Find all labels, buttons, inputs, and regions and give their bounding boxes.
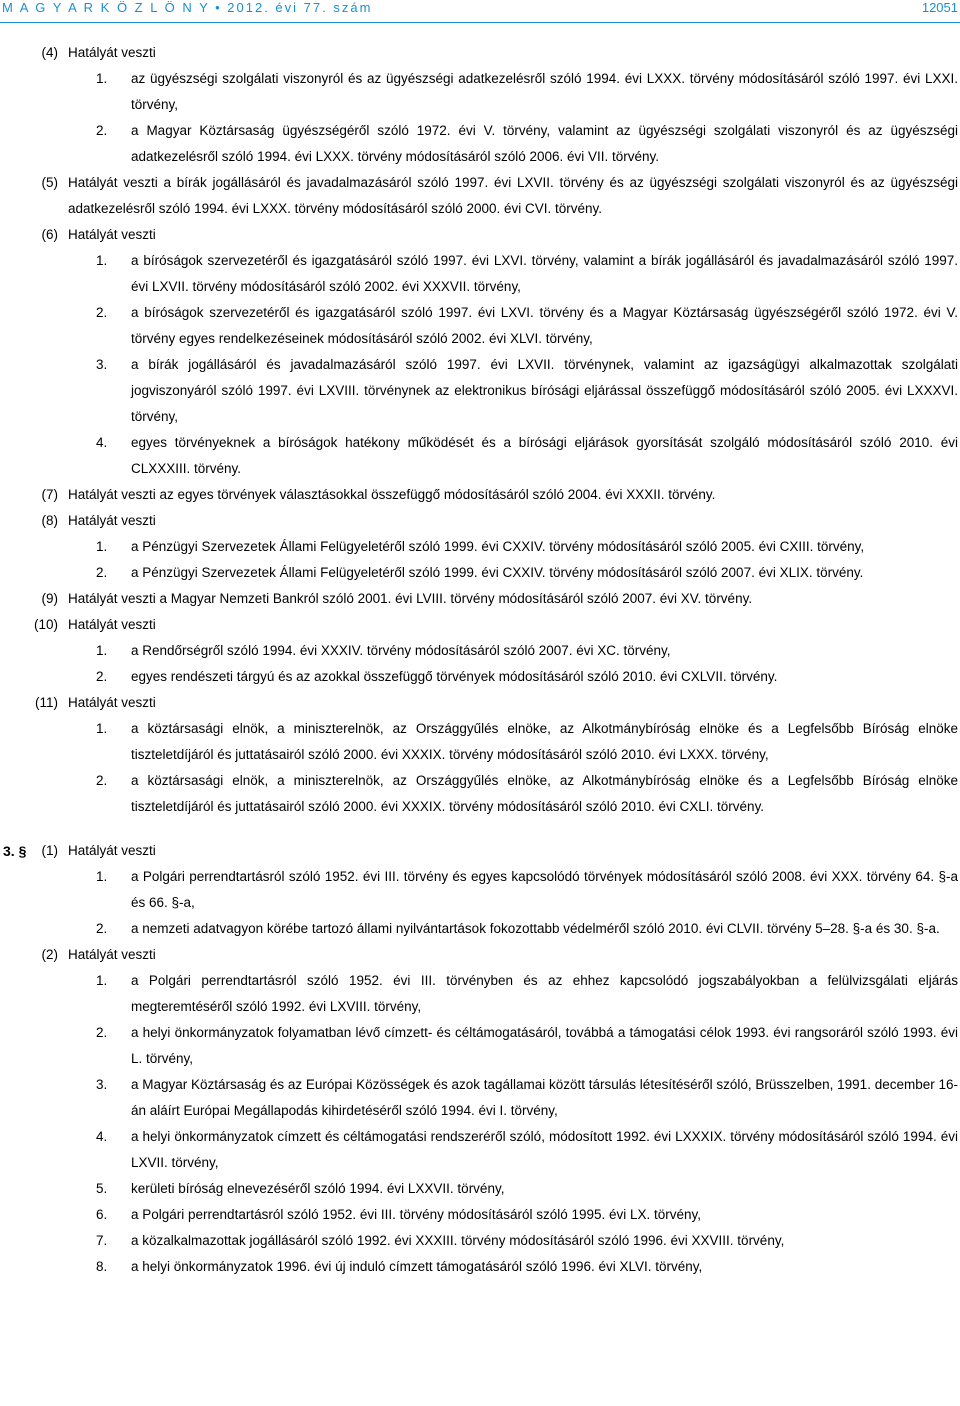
list-item-number: 4. xyxy=(96,435,108,450)
list-item xyxy=(0,864,960,916)
list-item-number: 1. xyxy=(96,253,108,268)
list-item-number: 8. xyxy=(96,1259,108,1274)
paragraph xyxy=(0,508,960,534)
paragraph xyxy=(0,170,960,222)
list-item xyxy=(0,430,960,482)
paragraph-number: (7) xyxy=(41,487,58,502)
paragraph-number: (2) xyxy=(41,947,58,962)
list-item-number: 5. xyxy=(96,1181,108,1196)
list-item-text: a Polgári perrendtartásról szóló 1952. évi III. törvényben és az ehhez kapcsolódó jogszabályokban a felülvizsgálati eljárás megteremtéséről szóló 1992. évi LXVIII. törvény, xyxy=(131,973,958,1014)
paragraph-text: Hatályát veszti xyxy=(68,227,156,242)
list-item xyxy=(0,534,960,560)
paragraph-number: (4) xyxy=(41,45,58,60)
list-item xyxy=(0,1202,960,1228)
paragraph-text: Hatályát veszti xyxy=(68,45,156,60)
paragraph-text: Hatályát veszti xyxy=(68,843,156,858)
section-number: 3. § xyxy=(3,843,27,859)
paragraph-number: (11) xyxy=(34,695,58,710)
paragraph xyxy=(0,586,960,612)
list-item-text: a Magyar Köztársaság és az Európai Közösségek és azok tagállamai között társulás létesítéséről szóló, Brüsszelben, 1991. december 16-án aláírt Európai Megállapodás kihirdetéséről szóló 1994. évi I. törvény, xyxy=(131,1077,958,1118)
paragraph xyxy=(0,222,960,248)
paragraph xyxy=(0,690,960,716)
list-item-number: 2. xyxy=(96,305,108,320)
list-item xyxy=(0,664,960,690)
paragraph-text: Hatályát veszti xyxy=(68,617,156,632)
paragraph xyxy=(0,482,960,508)
list-item-number: 2. xyxy=(96,1025,108,1040)
paragraph-number: (9) xyxy=(41,591,58,606)
list-item-text: a helyi önkormányzatok 1996. évi új induló címzett támogatásáról szóló 1996. évi XLVI. törvény, xyxy=(131,1259,703,1274)
list-item-number: 1. xyxy=(96,973,108,988)
list-item-number: 2. xyxy=(96,123,108,138)
list-item-text: a Pénzügyi Szervezetek Állami Felügyeletéről szóló 1999. évi CXXIV. törvény módosításáról szóló 2007. évi XLIX. törvény. xyxy=(131,565,864,580)
list-item-number: 3. xyxy=(96,357,108,372)
list-item xyxy=(0,118,960,170)
list-item-text: a köztársasági elnök, a miniszterelnök, az Országgyűlés elnöke, az Alkotmánybíróság elnöke és a Legfelsőbb Bíróság elnöke tiszteletdíjáról és juttatásairól szóló 2000. évi XXXIX. törvény módosításáról szóló 2010. évi CXLI. törvény. xyxy=(131,773,958,814)
paragraph-number: (6) xyxy=(41,227,58,242)
paragraph-number: (8) xyxy=(41,513,58,528)
list-item xyxy=(0,916,960,942)
list-item xyxy=(0,1020,960,1072)
paragraph-text: Hatályát veszti az egyes törvények választásokkal összefüggő módosításáról szóló 2004. évi XXXII. törvény. xyxy=(68,487,716,502)
list-item-number: 1. xyxy=(96,869,108,884)
list-item-text: a Polgári perrendtartásról szóló 1952. évi III. törvény módosításáról szóló 1995. évi LX. törvény, xyxy=(131,1207,702,1222)
page-header xyxy=(0,0,960,23)
list-item-number: 2. xyxy=(96,773,108,788)
list-item-text: a Polgári perrendtartásról szóló 1952. évi III. törvény és egyes kapcsolódó törvények módosításáról szóló 2008. évi XXX. törvény 64. §-a és 66. §-a, xyxy=(131,869,958,910)
list-item-number: 2. xyxy=(96,565,108,580)
list-item-text: a Rendőrségről szóló 1994. évi XXXIV. törvény módosításáról szóló 2007. évi XC. törvény, xyxy=(131,643,671,658)
journal-title: M A G Y A R K Ö Z L Ö N Y • 2012. évi 77. szám xyxy=(2,0,373,15)
list-item xyxy=(0,248,960,300)
paragraph xyxy=(0,612,960,638)
paragraph-text: Hatályát veszti xyxy=(68,947,156,962)
list-item xyxy=(0,1176,960,1202)
list-item xyxy=(0,66,960,118)
paragraph xyxy=(0,942,960,968)
list-item-text: a közalkalmazottak jogállásáról szóló 1992. évi XXXIII. törvény módosításáról szóló 1996. évi XXVIII. törvény, xyxy=(131,1233,785,1248)
paragraph-text: Hatályát veszti a bírák jogállásáról és javadalmazásáról szóló 1997. évi LXVII. törvény és az ügyészségi szolgálati viszonyról és az ügyészségi adatkezelésről szóló 1994. évi LXXX. törvény módosításáról szóló 2000. évi CVI. törvény. xyxy=(68,175,958,216)
list-item-text: a bírák jogállásáról és javadalmazásáról szóló 1997. évi LXVII. törvénynek, valamint az igazságügyi alkalmazottak szolgálati jogviszonyáról szóló 1997. évi LXVIII. törvénynek az elektronikus bírósági eljárással összefüggő módosításáról szóló 2005. évi LXXXVI. törvény, xyxy=(131,357,958,424)
list-item-text: a köztársasági elnök, a miniszterelnök, az Országgyűlés elnöke, az Alkotmánybíróság elnöke és a Legfelsőbb Bíróság elnöke tiszteletdíjáról és juttatásairól szóló 2000. évi XXXIX. törvény módosításáról szóló 2010. évi LXXX. törvény, xyxy=(131,721,958,762)
list-item-text: a Magyar Köztársaság ügyészségéről szóló 1972. évi V. törvény, valamint az ügyészségi szolgálati viszonyról és az ügyészségi adatkezelésről szóló 1994. évi LXXX. törvény módosításáról szóló 2006. évi VII. törvény. xyxy=(131,123,958,164)
list-item-number: 1. xyxy=(96,71,108,86)
list-item-number: 1. xyxy=(96,721,108,736)
list-item xyxy=(0,1228,960,1254)
list-item-text: a nemzeti adatvagyon körébe tartozó állami nyilvántartások fokozottabb védelméről szóló 2010. évi CLVII. törvény 5–28. §-a és 30. §-a. xyxy=(131,921,940,936)
paragraph-text: Hatályát veszti a Magyar Nemzeti Bankról szóló 2001. évi LVIII. törvény módosításáról szóló 2007. évi XV. törvény. xyxy=(68,591,753,606)
list-item-text: a helyi önkormányzatok címzett és céltámogatási rendszeréről szóló, módosított 1992. évi LXXXIX. törvény módosításáról szóló 1994. évi LXVII. törvény, xyxy=(131,1129,958,1170)
list-item-number: 7. xyxy=(96,1233,108,1248)
list-item-text: a bíróságok szervezetéről és igazgatásáról szóló 1997. évi LXVI. törvény és a Magyar Köztársaság ügyészségéről szóló 1972. évi V. törvény egyes rendelkezéseinek módosításáról szóló 2002. évi XLVI. törvény, xyxy=(131,305,958,346)
paragraph-number: (1) xyxy=(41,843,58,858)
paragraph xyxy=(0,838,960,864)
list-item xyxy=(0,968,960,1020)
list-item-text: egyes törvényeknek a bíróságok hatékony működését és a bírósági eljárások gyorsítását szolgáló módosításáról szóló 2010. évi CLXXXIII. törvény. xyxy=(131,435,958,476)
list-item xyxy=(0,638,960,664)
list-item-text: egyes rendészeti tárgyú és az azokkal összefüggő törvények módosításáról szóló 2010. évi CXLVII. törvény. xyxy=(131,669,778,684)
list-item-number: 2. xyxy=(96,669,108,684)
list-item xyxy=(0,300,960,352)
paragraph xyxy=(0,40,960,66)
list-item xyxy=(0,560,960,586)
list-item xyxy=(0,1124,960,1176)
list-item-text: a bíróságok szervezetéről és igazgatásáról szóló 1997. évi LXVI. törvény, valamint a bírák jogállásáról és javadalmazásáról szóló 1997. évi LXVII. törvény módosításáról szóló 2002. évi XXXVII. törvény, xyxy=(131,253,958,294)
list-item-text: a helyi önkormányzatok folyamatban lévő címzett- és céltámogatásáról, továbbá a támogatási célok 1993. évi rangsoráról szóló 1993. évi L. törvény, xyxy=(131,1025,958,1066)
list-item-text: a Pénzügyi Szervezetek Állami Felügyeletéről szóló 1999. évi CXXIV. törvény módosításáról szóló 2005. évi CXIII. törvény, xyxy=(131,539,865,554)
list-item-number: 4. xyxy=(96,1129,108,1144)
paragraph-number: (5) xyxy=(41,175,58,190)
paragraph-number: (10) xyxy=(33,617,58,632)
list-item xyxy=(0,1072,960,1124)
paragraph-text: Hatályát veszti xyxy=(68,513,156,528)
list-item-number: 1. xyxy=(96,539,108,554)
list-item xyxy=(0,1254,960,1280)
list-item-number: 3. xyxy=(96,1077,108,1092)
list-item xyxy=(0,716,960,768)
section-3 xyxy=(0,838,960,1280)
list-item-text: kerületi bíróság elnevezéséről szóló 1994. évi LXXVII. törvény, xyxy=(131,1181,505,1196)
list-item xyxy=(0,768,960,820)
list-item-number: 2. xyxy=(96,921,108,936)
list-item-number: 6. xyxy=(96,1207,108,1222)
page-number: 12051 xyxy=(921,0,958,15)
document-body xyxy=(0,40,960,1280)
list-item xyxy=(0,352,960,430)
list-item-text: az ügyészségi szolgálati viszonyról és az ügyészségi adatkezelésről szóló 1994. évi LXXX. törvény módosításáról szóló 1997. évi LXXI. törvény, xyxy=(131,71,958,112)
paragraph-text: Hatályát veszti xyxy=(68,695,156,710)
list-item-number: 1. xyxy=(96,643,108,658)
